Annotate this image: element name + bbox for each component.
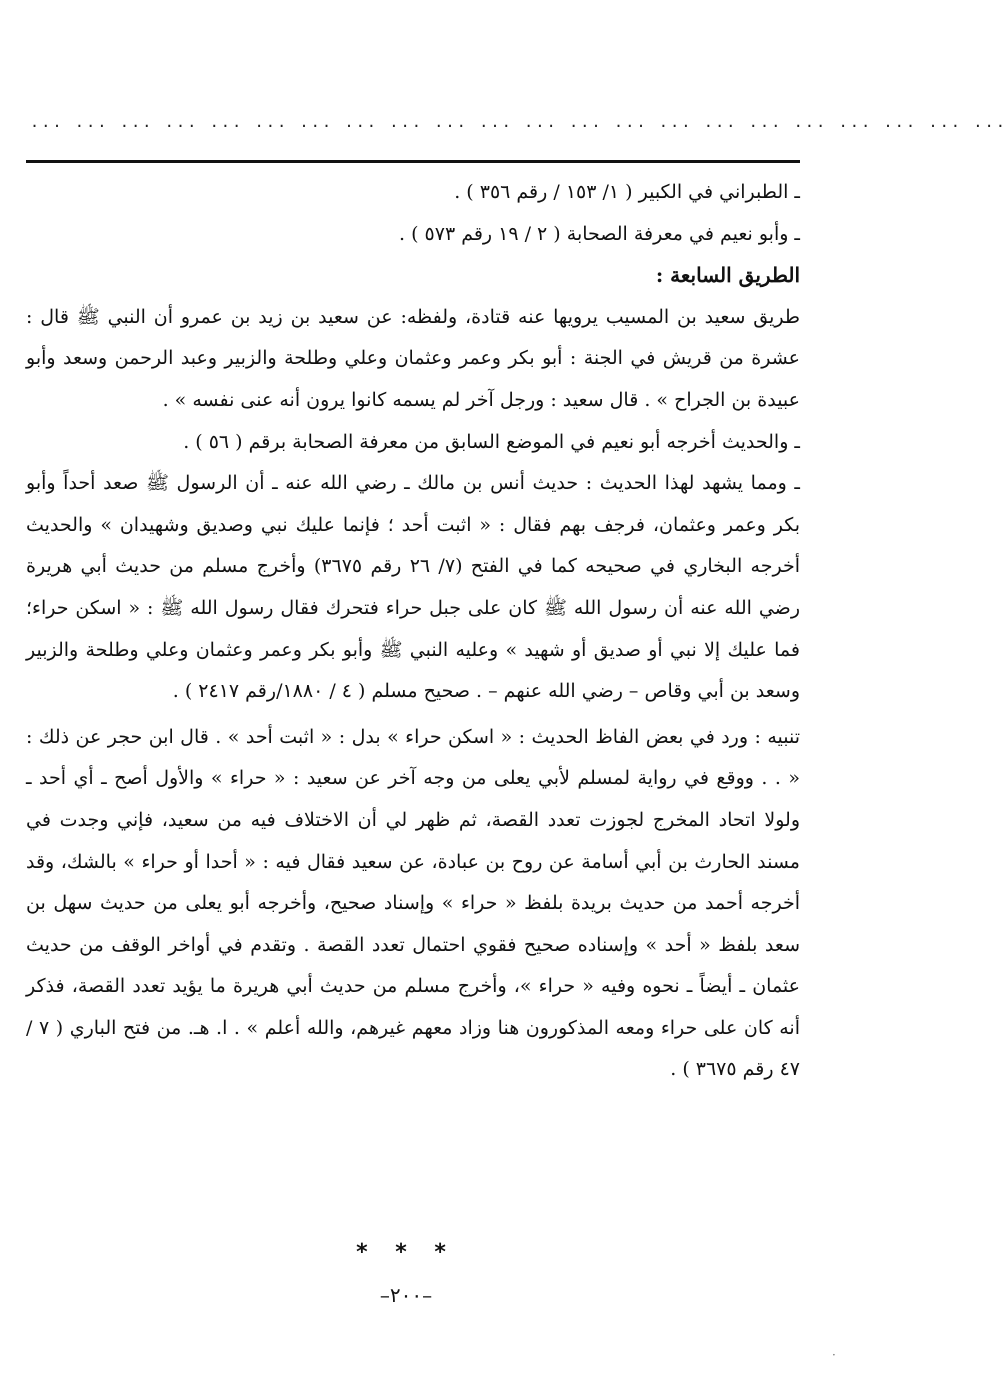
paragraph-tabarani: ـ الطبراني في الكبير ( ١/ ١٥٣ / رقم ٣٥٦ ) .: [454, 181, 800, 203]
section-stars: * * *: [356, 1240, 456, 1265]
footnote-rule: [26, 160, 800, 163]
page-number: –٢٠٠–: [379, 1283, 433, 1307]
corner-mark: ·: [832, 1348, 836, 1362]
paragraph-said-route: طريق سعيد بن المسيب يرويها عنه قتادة، ولفظه: عن سعيد بن زيد بن عمرو أن النبي ﷺ قال : عشرة من قريش في الجنة : أبو بكر وعمر وعثمان وعلي وطلحة والزبير وعبد الرحمن وسعد وأبو عبيدة بن الجراح » . قال سعيد : ورجل آخر لم يسمه كانوا يرون أنه عنى نفسه » .: [26, 305, 800, 411]
body-text: [26, 172, 800, 1091]
paragraph-supporting-hadith: ـ ومما يشهد لهذا الحديث : حديث أنس بن مالك ـ رضي الله عنه ـ أن الرسول ﷺ صعد أحداً وأبو بكر وعمر وعثمان، فرجف بهم فقال : « اثبت أحد ؛ فإنما عليك نبي وصديق وشهيدان » والحديث أخرجه البخاري في صحيحه كما في الفتح (٧/ ٢٦ رقم ٣٦٧٥) وأخرج مسلم من حديث أبي هريرة رضي الله عنه أن رسول الله ﷺ كان على جبل حراء فتحرك فقال رسول الله ﷺ : « اسكن حراء؛ فما عليك إلا نبي أو صديق أو شهيد » وعليه النبي ﷺ وأبو بكر وعمر وعثمان وعلي وطلحة والزبير وسعد بن أبي وقاص – رضي الله عنهم – . صحيح مسلم ( ٤ / ١٨٨٠/رقم ٢٤١٧ ) .: [26, 472, 800, 703]
paragraph-note: تنبيه : ورد في بعض الفاظ الحديث : « اسكن حراء » بدل : « اثبت أحد » . قال ابن حجر عن ذلك : « . . ووقع في رواية لمسلم لأبي يعلى من وجه آخر عن سعيد : « حراء » والأول أصح ـ أي أحد ـ ولولا اتحاد المخرج لجوزت تعدد القصة، ثم ظهر لي أن الاختلاف فيه من سعيد، فإني وجدت في مسند الحارث بن أبي أسامة عن روح بن عبادة، عن سعيد فقال فيه : « أحدا أو حراء » بالشك، وقد أخرجه أحمد من حديث بريدة بلفظ « حراء » وإسناد صحيح، وأخرجه أبو يعلى من حديث سهل بن سعد بلفظ « أحد » وإسناده صحيح فقوي احتمال تعدد القصة . وتقدم في أواخر الوقف من حديث عثمان ـ أيضاً ـ نحوه وفيه « حراء »، وأخرج مسلم من حديث أبي هريرة ما يؤيد تعدد القصة، فذكر أنه كان على حراء ومعه المذكورون هنا وزاد معهم غيرهم، والله أعلم » . ا. هـ. من فتح الباري ( ٧ / ٤٧ رقم ٣٦٧٥ ) .: [26, 725, 800, 1081]
paragraph-abu-nuaym-56: ـ والحديث أخرجه أبو نعيم في الموضع السابق من معرفة الصحابة برقم ( ٥٦ ) .: [183, 430, 800, 453]
dotted-separator: ... ... ... ... ... ... ... ... ... ... ... ... ... ... ... ... ... ... ... ... ... ...: [30, 113, 1007, 131]
paragraph-abu-nuaym: ـ وأبو نعيم في معرفة الصحابة ( ٢ / ١٩ رقم ٥٧٣ ) .: [399, 222, 800, 245]
section-heading-seventh-route: الطريق السابعة :: [655, 263, 800, 288]
